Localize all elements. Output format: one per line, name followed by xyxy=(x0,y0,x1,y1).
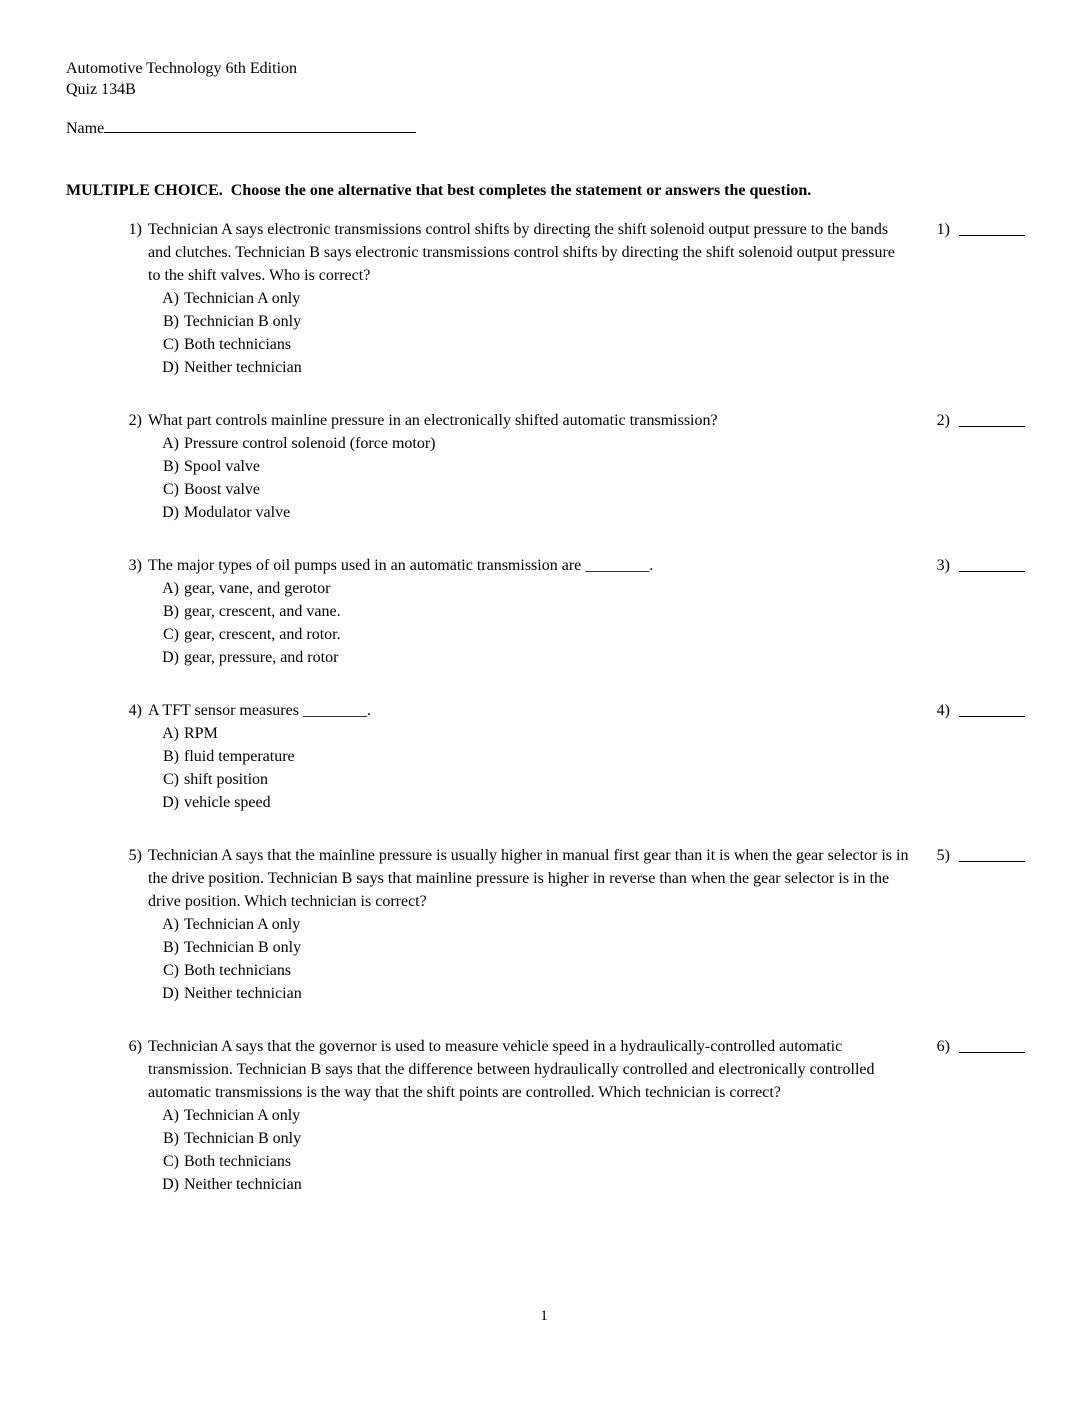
question-number: 5) xyxy=(128,847,142,864)
option-text: RPM xyxy=(184,725,218,742)
option-row xyxy=(148,745,911,768)
answer-area xyxy=(928,1035,1025,1058)
question-body xyxy=(148,218,911,379)
quiz-title: Quiz 134B xyxy=(66,81,136,98)
option-letter: A) xyxy=(162,290,179,307)
option-text: Both technicians xyxy=(184,962,292,979)
option-text: shift position xyxy=(184,771,269,788)
question-text: Technician A says that the mainline pressure is usually higher in manual first gear than it is when the gear selector is in the drive position. Technician B says that mainline pressure is higher in reverse than when the gear selector is in the drive position. Which technician is correct? xyxy=(148,847,909,910)
question-text: The major types of oil pumps used in an automatic transmission are ________. xyxy=(148,557,654,574)
options-list xyxy=(148,913,911,1005)
option-text: Technician B only xyxy=(184,313,302,330)
option-row xyxy=(148,646,911,669)
option-letter: A) xyxy=(162,916,179,933)
question-text: A TFT sensor measures ________. xyxy=(148,702,371,719)
question-body xyxy=(148,699,911,814)
question-block xyxy=(66,554,1025,669)
option-letter: D) xyxy=(162,794,179,811)
answer-area xyxy=(928,554,1025,577)
answer-area xyxy=(928,844,1025,867)
options-list xyxy=(148,577,911,669)
option-row xyxy=(148,287,911,310)
option-letter: B) xyxy=(163,748,179,765)
answer-area xyxy=(928,699,1025,722)
option-text: gear, vane, and gerotor xyxy=(184,580,331,597)
question-number: 2) xyxy=(128,412,142,429)
option-text: Modulator valve xyxy=(184,504,291,521)
option-row xyxy=(148,1150,911,1173)
option-row xyxy=(148,722,911,745)
option-row xyxy=(148,333,911,356)
option-letter: D) xyxy=(162,359,179,376)
option-row xyxy=(148,1127,911,1150)
question-body xyxy=(148,554,911,669)
option-letter: C) xyxy=(163,626,179,643)
answer-number: 6) xyxy=(936,1038,950,1055)
question-block xyxy=(66,218,1025,379)
option-row xyxy=(148,501,911,524)
option-letter: C) xyxy=(163,481,179,498)
option-text: Neither technician xyxy=(184,1176,302,1193)
book-title: Automotive Technology 6th Edition xyxy=(66,60,298,77)
option-text: Both technicians xyxy=(184,1153,292,1170)
option-row xyxy=(148,768,911,791)
option-row xyxy=(148,1173,911,1196)
question-text: Technician A says that the governor is used to measure vehicle speed in a hydraulically-controlled automatic transmission. Technician B says that the difference between hydraulically controlled and electronically controlled automatic transmissions is the way that the shift points are controlled. Which technician is correct? xyxy=(148,1038,875,1101)
option-letter: A) xyxy=(162,1107,179,1124)
name-blank-line xyxy=(104,117,416,133)
question-text: Technician A says electronic transmissions control shifts by directing the shift solenoid output pressure to the bands and clutches. Technician B says electronic transmissions control shifts by directing the shift solenoid output pressure to the shift valves. Who is correct? xyxy=(148,221,895,284)
option-letter: C) xyxy=(163,336,179,353)
question-main xyxy=(66,844,911,1005)
answer-blank-line xyxy=(959,844,1025,862)
option-letter: B) xyxy=(163,458,179,475)
option-row xyxy=(148,623,911,646)
option-row xyxy=(148,1104,911,1127)
question-main xyxy=(66,409,911,524)
answer-area xyxy=(928,218,1025,241)
question-main xyxy=(66,1035,911,1196)
answer-number: 1) xyxy=(936,221,950,238)
option-letter: B) xyxy=(163,603,179,620)
option-text: gear, pressure, and rotor xyxy=(184,649,339,666)
answer-number: 3) xyxy=(936,557,950,574)
option-row xyxy=(148,982,911,1005)
option-letter: A) xyxy=(162,580,179,597)
option-text: Pressure control solenoid (force motor) xyxy=(184,435,436,452)
question-text: What part controls mainline pressure in an electronically shifted automatic transmission? xyxy=(148,412,718,429)
option-text: Technician A only xyxy=(184,1107,301,1124)
option-row xyxy=(148,577,911,600)
options-list xyxy=(148,1104,911,1196)
option-letter: D) xyxy=(162,504,179,521)
option-letter: B) xyxy=(163,1130,179,1147)
question-block xyxy=(66,1035,1025,1196)
option-letter: D) xyxy=(162,985,179,1002)
option-row xyxy=(148,478,911,501)
page-number: 1 xyxy=(540,1308,548,1324)
option-text: Neither technician xyxy=(184,985,302,1002)
document-header xyxy=(66,58,1025,100)
questions-list xyxy=(66,218,1025,1196)
option-letter: D) xyxy=(162,1176,179,1193)
option-text: Technician B only xyxy=(184,1130,302,1147)
option-letter: C) xyxy=(163,1153,179,1170)
options-list xyxy=(148,722,911,814)
option-text: vehicle speed xyxy=(184,794,271,811)
answer-number: 4) xyxy=(936,702,950,719)
option-letter: D) xyxy=(162,649,179,666)
question-number: 1) xyxy=(128,221,142,238)
option-text: Boost valve xyxy=(184,481,260,498)
option-text: Neither technician xyxy=(184,359,302,376)
option-row xyxy=(148,600,911,623)
question-main xyxy=(66,554,911,669)
answer-blank-line xyxy=(959,1035,1025,1053)
question-number: 3) xyxy=(128,557,142,574)
question-block xyxy=(66,699,1025,814)
option-row xyxy=(148,791,911,814)
option-text: Technician A only xyxy=(184,916,301,933)
question-number: 4) xyxy=(128,702,142,719)
instructions-line: MULTIPLE CHOICE. Choose the one alternative that best completes the statement or answers the question. xyxy=(66,182,812,199)
option-letter: C) xyxy=(163,771,179,788)
question-block xyxy=(66,844,1025,1005)
option-text: gear, crescent, and vane. xyxy=(184,603,341,620)
option-row xyxy=(148,356,911,379)
option-row xyxy=(148,432,911,455)
option-text: fluid temperature xyxy=(184,748,295,765)
question-number: 6) xyxy=(128,1038,142,1055)
option-text: Technician B only xyxy=(184,939,302,956)
option-row xyxy=(148,936,911,959)
answer-blank-line xyxy=(959,554,1025,572)
question-main xyxy=(66,699,911,814)
name-label: Name xyxy=(66,120,105,137)
question-body xyxy=(148,1035,911,1196)
answer-number: 2) xyxy=(936,412,950,429)
option-row xyxy=(148,959,911,982)
option-letter: C) xyxy=(163,962,179,979)
option-row xyxy=(148,455,911,478)
question-body xyxy=(148,844,911,1005)
answer-blank-line xyxy=(959,218,1025,236)
name-row xyxy=(66,117,1025,139)
option-letter: B) xyxy=(163,313,179,330)
option-row xyxy=(148,913,911,936)
answer-number: 5) xyxy=(936,847,950,864)
question-block xyxy=(66,409,1025,524)
option-letter: B) xyxy=(163,939,179,956)
option-text: Both technicians xyxy=(184,336,292,353)
option-text: Technician A only xyxy=(184,290,301,307)
option-row xyxy=(148,310,911,333)
answer-blank-line xyxy=(959,409,1025,427)
option-letter: A) xyxy=(162,725,179,742)
answer-blank-line xyxy=(959,699,1025,717)
question-main xyxy=(66,218,911,379)
options-list xyxy=(148,432,911,524)
question-body xyxy=(148,409,911,524)
option-letter: A) xyxy=(162,435,179,452)
options-list xyxy=(148,287,911,379)
option-text: Spool valve xyxy=(184,458,260,475)
answer-area xyxy=(928,409,1025,432)
option-text: gear, crescent, and rotor. xyxy=(184,626,341,643)
